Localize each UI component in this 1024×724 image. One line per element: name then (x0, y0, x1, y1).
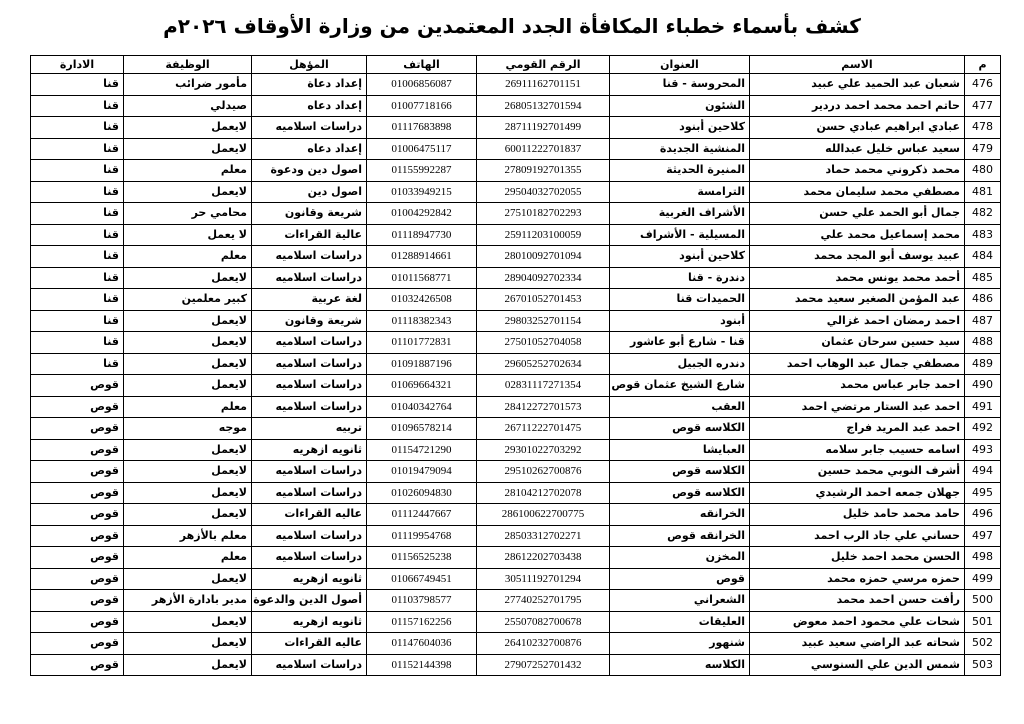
row-national-id: 26911162701151 (477, 74, 610, 96)
row-number: 479 (965, 138, 1001, 160)
row-qualification: تربيه (252, 418, 367, 440)
header-job: الوظيفة (124, 56, 252, 74)
row-job: معلم (124, 396, 252, 418)
row-phone: 01066749451 (367, 568, 477, 590)
row-qualification: إعداد دعاه (252, 95, 367, 117)
row-name: احمد جابر عباس محمد (750, 375, 965, 397)
row-department: قوص (31, 568, 124, 590)
row-number: 485 (965, 267, 1001, 289)
table-header-row (31, 56, 1001, 74)
row-name: سيد حسين سرحان عثمان (750, 332, 965, 354)
row-number: 476 (965, 74, 1001, 96)
row-name: سعيد عباس خليل عبدالله (750, 138, 965, 160)
row-phone: 01096578214 (367, 418, 477, 440)
row-national-id: 28711192701499 (477, 117, 610, 139)
row-job: لايعمل (124, 375, 252, 397)
table-row (31, 138, 1001, 160)
row-name: جهلان جمعه احمد الرشيدي (750, 482, 965, 504)
row-department: قنا (31, 246, 124, 268)
row-number: 498 (965, 547, 1001, 569)
header-national-id: الرقم القومي (477, 56, 610, 74)
row-department: قنا (31, 160, 124, 182)
row-national-id: 29803252701154 (477, 310, 610, 332)
row-department: قنا (31, 138, 124, 160)
row-qualification: دراسات اسلاميه (252, 117, 367, 139)
row-department: قنا (31, 289, 124, 311)
table-row (31, 181, 1001, 203)
row-address: الشعراني (610, 590, 750, 612)
row-job: معلم (124, 246, 252, 268)
row-address: دندره الجبيل (610, 353, 750, 375)
row-name: شمس الدين علي السنوسي (750, 654, 965, 676)
row-phone: 01147604036 (367, 633, 477, 655)
row-department: قوص (31, 482, 124, 504)
row-qualification: دراسات اسلاميه (252, 246, 367, 268)
row-qualification: ثانويه ازهريه (252, 439, 367, 461)
row-name: حساني علي جاد الرب احمد (750, 525, 965, 547)
row-number: 489 (965, 353, 1001, 375)
row-phone: 01011568771 (367, 267, 477, 289)
row-job: مأمور ضرائب (124, 74, 252, 96)
row-job: لايعمل (124, 504, 252, 526)
row-address: المنشية الجديدة (610, 138, 750, 160)
row-job: معلم (124, 160, 252, 182)
row-national-id: 29504032702055 (477, 181, 610, 203)
table-row (31, 482, 1001, 504)
table-row (31, 95, 1001, 117)
row-job: لايعمل (124, 138, 252, 160)
row-address: دندرة - قنا (610, 267, 750, 289)
row-job: لايعمل (124, 332, 252, 354)
table-body (31, 74, 1001, 676)
row-phone: 01091887196 (367, 353, 477, 375)
row-address: قنا - شارع أبو عاشور (610, 332, 750, 354)
row-department: قوص (31, 547, 124, 569)
row-national-id: 29510262700876 (477, 461, 610, 483)
row-number: 480 (965, 160, 1001, 182)
table-row (31, 224, 1001, 246)
row-number: 490 (965, 375, 1001, 397)
row-qualification: لغة عربية (252, 289, 367, 311)
row-phone: 01069664321 (367, 375, 477, 397)
row-department: قوص (31, 375, 124, 397)
row-name: احمد رمضان احمد غزالي (750, 310, 965, 332)
table-row (31, 547, 1001, 569)
row-department: قوص (31, 611, 124, 633)
row-national-id: 28104212702078 (477, 482, 610, 504)
row-job: لا يعمل (124, 224, 252, 246)
row-address: الأشراف الغربية (610, 203, 750, 225)
row-department: قنا (31, 267, 124, 289)
row-national-id: 27907252701432 (477, 654, 610, 676)
row-qualification: دراسات اسلاميه (252, 375, 367, 397)
row-number: 501 (965, 611, 1001, 633)
table-row (31, 504, 1001, 526)
table-row (31, 74, 1001, 96)
row-number: 482 (965, 203, 1001, 225)
row-national-id: 286100622700775 (477, 504, 610, 526)
table-row (31, 117, 1001, 139)
row-national-id: 29301022703292 (477, 439, 610, 461)
row-department: قوص (31, 654, 124, 676)
row-national-id: 26701052701453 (477, 289, 610, 311)
table-row (31, 310, 1001, 332)
row-national-id: 28503312702271 (477, 525, 610, 547)
row-job: معلم (124, 547, 252, 569)
row-phone: 01004292842 (367, 203, 477, 225)
header-qualification: المؤهل (252, 56, 367, 74)
row-name: شحاته عبد الراضي سعيد عبيد (750, 633, 965, 655)
table-row (31, 525, 1001, 547)
row-address: كلاحين أبنود (610, 117, 750, 139)
table-row (31, 439, 1001, 461)
row-national-id: 26410232700876 (477, 633, 610, 655)
row-qualification: دراسات اسلاميه (252, 654, 367, 676)
row-qualification: ثانويه ازهريه (252, 568, 367, 590)
table-row (31, 267, 1001, 289)
table-row (31, 590, 1001, 612)
row-department: قنا (31, 74, 124, 96)
row-address: الكلاسه قوص (610, 482, 750, 504)
row-address: المحروسة - قنا (610, 74, 750, 96)
row-qualification: أصول الدين والدعوة (252, 590, 367, 612)
row-phone: 01156525238 (367, 547, 477, 569)
row-phone: 01033949215 (367, 181, 477, 203)
row-job: لايعمل (124, 117, 252, 139)
row-department: قوص (31, 461, 124, 483)
header-num: م (965, 56, 1001, 74)
row-name: مصطفي جمال عبد الوهاب احمد (750, 353, 965, 375)
row-address: الترامسة (610, 181, 750, 203)
row-number: 495 (965, 482, 1001, 504)
row-phone: 01154721290 (367, 439, 477, 461)
row-name: حاتم احمد محمد احمد دردير (750, 95, 965, 117)
header-phone: الهاتف (367, 56, 477, 74)
row-national-id: 27809192701355 (477, 160, 610, 182)
row-phone: 01101772831 (367, 332, 477, 354)
row-name: عبيد يوسف أبو المجد محمد (750, 246, 965, 268)
row-national-id: 25911203100059 (477, 224, 610, 246)
row-national-id: 27501052704058 (477, 332, 610, 354)
row-address: المسيلية - الأشراف (610, 224, 750, 246)
table-row (31, 461, 1001, 483)
row-qualification: دراسات اسلاميه (252, 267, 367, 289)
row-phone: 01040342764 (367, 396, 477, 418)
row-job: لايعمل (124, 439, 252, 461)
row-address: شارع الشيخ عثمان قوص (610, 375, 750, 397)
row-job: محامي حر (124, 203, 252, 225)
row-qualification: عالية القراءات (252, 224, 367, 246)
table-row (31, 332, 1001, 354)
header-department: الادارة (31, 56, 124, 74)
table-row (31, 353, 1001, 375)
row-number: 497 (965, 525, 1001, 547)
header-address: العنوان (610, 56, 750, 74)
row-national-id: 25507082700678 (477, 611, 610, 633)
row-qualification: اصول دين (252, 181, 367, 203)
row-phone: 01007718166 (367, 95, 477, 117)
row-national-id: 29605252702634 (477, 353, 610, 375)
row-name: رأفت حسن احمد محمد (750, 590, 965, 612)
row-qualification: شريعة وقانون (252, 310, 367, 332)
row-qualification: اصول دين ودعوة (252, 160, 367, 182)
row-job: معلم بالأزهر (124, 525, 252, 547)
row-phone: 01118947730 (367, 224, 477, 246)
row-number: 481 (965, 181, 1001, 203)
row-phone: 01157162256 (367, 611, 477, 633)
row-qualification: عاليه القراءات (252, 633, 367, 655)
row-department: قنا (31, 310, 124, 332)
row-name: شحات علي محمود احمد معوض (750, 611, 965, 633)
row-qualification: دراسات اسلاميه (252, 482, 367, 504)
row-national-id: 30511192701294 (477, 568, 610, 590)
row-national-id: 27510182702293 (477, 203, 610, 225)
row-job: لايعمل (124, 353, 252, 375)
row-address: الشئون (610, 95, 750, 117)
row-name: جمال أبو الحمد علي حسن (750, 203, 965, 225)
row-job: كبير معلمين (124, 289, 252, 311)
row-number: 492 (965, 418, 1001, 440)
row-department: قوص (31, 590, 124, 612)
row-qualification: دراسات اسلاميه (252, 461, 367, 483)
row-phone: 01026094830 (367, 482, 477, 504)
row-qualification: دراسات اسلاميه (252, 332, 367, 354)
row-number: 500 (965, 590, 1001, 612)
row-job: لايعمل (124, 633, 252, 655)
row-national-id: 02831117271354 (477, 375, 610, 397)
row-phone: 01155992287 (367, 160, 477, 182)
row-number: 488 (965, 332, 1001, 354)
row-address: الخرانقه (610, 504, 750, 526)
row-name: مصطفي محمد سليمان محمد (750, 181, 965, 203)
table-row (31, 160, 1001, 182)
row-national-id: 28904092702334 (477, 267, 610, 289)
row-address: العليقات (610, 611, 750, 633)
document-title: كشف بأسماء خطباء المكافأة الجدد المعتمدين من وزارة الأوقاف ٢٠٢٦م (163, 14, 861, 38)
header-name: الاسم (750, 56, 965, 74)
row-phone: 01152144398 (367, 654, 477, 676)
row-address: المنيرة الحديثة (610, 160, 750, 182)
row-qualification: عاليه القراءات (252, 504, 367, 526)
row-number: 484 (965, 246, 1001, 268)
row-national-id: 28412272701573 (477, 396, 610, 418)
row-department: قنا (31, 117, 124, 139)
row-job: لايعمل (124, 482, 252, 504)
row-name: حامد محمد حامد خليل (750, 504, 965, 526)
row-number: 477 (965, 95, 1001, 117)
row-address: الكلاسه (610, 654, 750, 676)
row-job: مدير بادارة الأزهر (124, 590, 252, 612)
row-qualification: دراسات اسلاميه (252, 547, 367, 569)
row-phone: 01019479094 (367, 461, 477, 483)
row-address: العقب (610, 396, 750, 418)
row-address: الحميدات قنا (610, 289, 750, 311)
row-department: قوص (31, 525, 124, 547)
row-job: موجه (124, 418, 252, 440)
row-job: لايعمل (124, 310, 252, 332)
row-address: شنهور (610, 633, 750, 655)
row-department: قوص (31, 418, 124, 440)
row-department: قوص (31, 504, 124, 526)
row-name: أحمد محمد يونس محمد (750, 267, 965, 289)
row-national-id: 60011222701837 (477, 138, 610, 160)
row-phone: 01032426508 (367, 289, 477, 311)
row-number: 496 (965, 504, 1001, 526)
table-row (31, 246, 1001, 268)
row-number: 483 (965, 224, 1001, 246)
row-qualification: دراسات اسلاميه (252, 525, 367, 547)
row-qualification: إعداد دعاة (252, 74, 367, 96)
row-address: الكلاسه قوص (610, 461, 750, 483)
row-name: عبادي ابراهيم عبادي حسن (750, 117, 965, 139)
row-name: أشرف النوبي محمد حسين (750, 461, 965, 483)
row-number: 503 (965, 654, 1001, 676)
row-phone: 01112447667 (367, 504, 477, 526)
row-phone: 01288914661 (367, 246, 477, 268)
row-department: قنا (31, 332, 124, 354)
row-phone: 01119954768 (367, 525, 477, 547)
row-national-id: 26805132701594 (477, 95, 610, 117)
row-address: قوص (610, 568, 750, 590)
row-phone: 01117683898 (367, 117, 477, 139)
row-address: الخرانقه قوص (610, 525, 750, 547)
row-number: 502 (965, 633, 1001, 655)
row-department: قنا (31, 95, 124, 117)
row-name: عبد المؤمن الصغير سعيد محمد (750, 289, 965, 311)
table-row (31, 289, 1001, 311)
table-row (31, 568, 1001, 590)
row-qualification: دراسات اسلاميه (252, 396, 367, 418)
row-national-id: 28612202703438 (477, 547, 610, 569)
row-name: اسامه حسيب جابر سلامه (750, 439, 965, 461)
row-number: 487 (965, 310, 1001, 332)
row-name: محمد إسماعيل محمد علي (750, 224, 965, 246)
row-number: 494 (965, 461, 1001, 483)
row-name: حمزه مرسي حمزه محمد (750, 568, 965, 590)
table-row (31, 396, 1001, 418)
row-department: قنا (31, 353, 124, 375)
row-qualification: شريعة وقانون (252, 203, 367, 225)
row-number: 486 (965, 289, 1001, 311)
row-number: 499 (965, 568, 1001, 590)
row-national-id: 28010092701094 (477, 246, 610, 268)
row-department: قنا (31, 224, 124, 246)
row-address: كلاحين أبنود (610, 246, 750, 268)
row-name: الحسن محمد احمد خليل (750, 547, 965, 569)
row-address: المخزن (610, 547, 750, 569)
row-department: قوص (31, 396, 124, 418)
row-job: لايعمل (124, 461, 252, 483)
row-name: محمد ذكروني محمد حماد (750, 160, 965, 182)
row-department: قوص (31, 439, 124, 461)
row-phone: 01006475117 (367, 138, 477, 160)
row-name: احمد عبد المريد فراج (750, 418, 965, 440)
row-address: أبنود (610, 310, 750, 332)
row-number: 491 (965, 396, 1001, 418)
table-row (31, 611, 1001, 633)
table-row (31, 375, 1001, 397)
row-job: لايعمل (124, 568, 252, 590)
row-name: احمد عبد الستار مرتضي احمد (750, 396, 965, 418)
table-row (31, 654, 1001, 676)
table-row (31, 418, 1001, 440)
table-row (31, 203, 1001, 225)
row-department: قوص (31, 633, 124, 655)
row-job: لايعمل (124, 611, 252, 633)
row-national-id: 26711222701475 (477, 418, 610, 440)
table-row (31, 633, 1001, 655)
row-job: لايعمل (124, 181, 252, 203)
row-phone: 01006856087 (367, 74, 477, 96)
row-number: 478 (965, 117, 1001, 139)
row-job: لايعمل (124, 654, 252, 676)
row-department: قنا (31, 203, 124, 225)
row-address: العبايشا (610, 439, 750, 461)
row-job: لايعمل (124, 267, 252, 289)
row-phone: 01118382343 (367, 310, 477, 332)
row-qualification: إعداد دعاه (252, 138, 367, 160)
row-department: قنا (31, 181, 124, 203)
row-address: الكلاسه قوص (610, 418, 750, 440)
row-national-id: 27740252701795 (477, 590, 610, 612)
row-qualification: ثانويه ازهريه (252, 611, 367, 633)
preachers-table (30, 55, 1001, 676)
row-name: شعبان عبد الحميد علي عبيد (750, 74, 965, 96)
row-phone: 01103798577 (367, 590, 477, 612)
row-qualification: دراسات اسلاميه (252, 353, 367, 375)
row-number: 493 (965, 439, 1001, 461)
row-job: صيدلي (124, 95, 252, 117)
